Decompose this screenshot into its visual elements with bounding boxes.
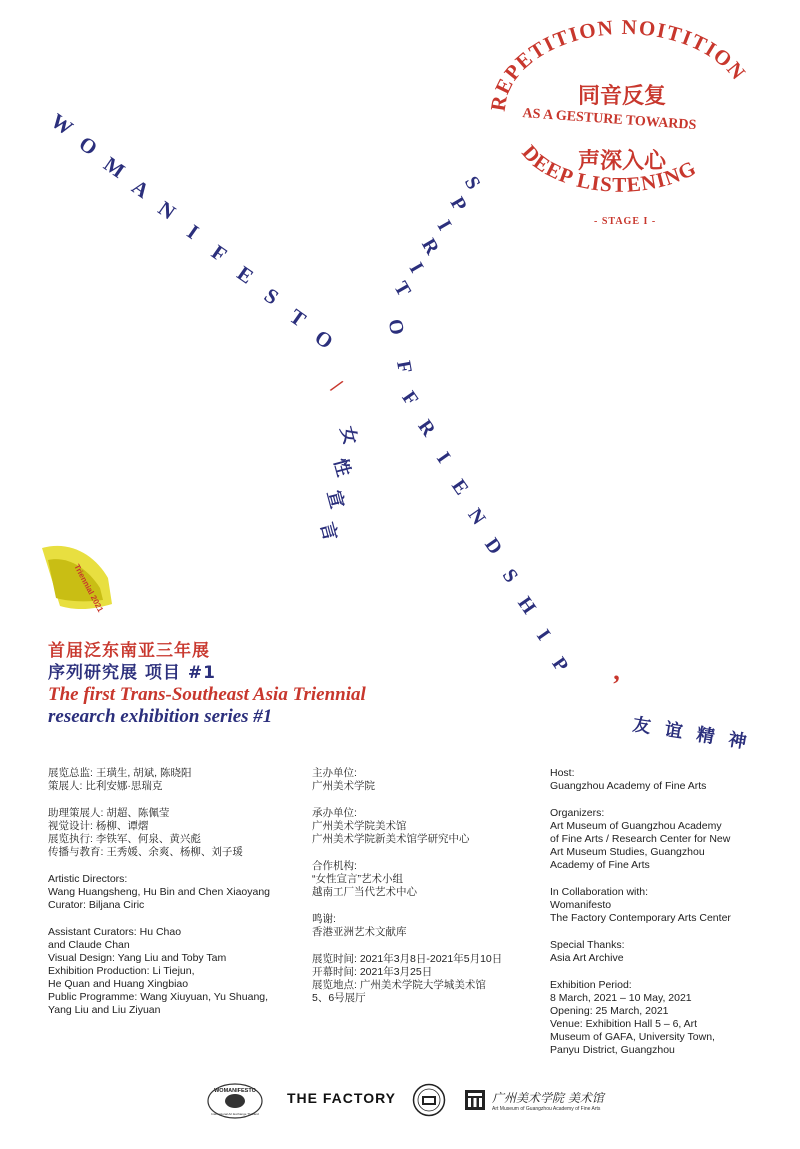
title-cn-line2: 序列研究展 项目 #1 [48, 663, 216, 683]
spirit-comma: ’ [612, 670, 621, 699]
spirit-of-friendship-text [384, 173, 573, 676]
womanifesto-cn-char: 言 [315, 520, 341, 543]
art-museum-icon [464, 1089, 486, 1111]
credits-middle-column [312, 767, 527, 1019]
womanifesto-letter: W [46, 108, 78, 141]
credits-period-en: Exhibition Period: 8 March, 2021 – 10 May, 2021 Opening: 25 March, 2021 Venue: Exhibition Hall 5 – 6, Art Museum of GAFA, University Town, Panyu District, Guangzhou [550, 979, 715, 1056]
credits-assistants-en: Assistant Curators: Hu Chao and Claude Chan Visual Design: Yang Liu and Toby Tam Exhibition Production: Li Tiejun, He Quan and Huang Xingbiao Public Programme: Wang Xiuyuan, Yu Shuang, Yang Liu and Liu Ziyuan [48, 926, 269, 1016]
credits-thanks-cn: 鸣谢: 香港亚洲艺术文献库 [312, 913, 407, 938]
triennial-badge-text: Triennial 2021 [72, 562, 106, 614]
credits-directors-en: Artistic Directors: Wang Huangsheng, Hu Bin and Chen Xiaoyang Curator: Biljana Ciric [48, 873, 271, 911]
spirit-cn-text: 友 谊 精 神 [631, 714, 752, 754]
spirit-letter: F [397, 387, 423, 410]
credits-thanks-en: Special Thanks: Asia Art Archive [550, 939, 625, 964]
womanifesto-letter: A [127, 174, 154, 203]
factory-logo: THE FACTORY [287, 1090, 397, 1106]
womanifesto-letter: O [310, 324, 338, 354]
spirit-letter: N [463, 504, 490, 530]
womanifesto-cn-char: 女 [335, 424, 361, 447]
credits-collaboration-en: In Collaboration with: Womanifesto The Factory Contemporary Arts Center [550, 886, 731, 924]
stamp-cn-top: 同音反复 [578, 84, 667, 109]
spirit-letter: S [459, 172, 485, 194]
credits-host-en: Host: Guangzhou Academy of Fine Arts [550, 767, 707, 792]
womanifesto-letter: T [285, 303, 311, 332]
womanifesto-logo [205, 1080, 265, 1122]
spirit-letter: F [392, 359, 416, 375]
gafa-seal-logo [412, 1083, 446, 1117]
womanifesto-letter: S [259, 283, 284, 310]
credits-directors-cn: 展览总监: 王璜生, 胡斌, 陈晓阳 策展人: 比利安娜·思瑞克 [48, 767, 192, 792]
stamp-stage: - STAGE I - [594, 216, 657, 227]
spirit-letter: I [432, 216, 456, 235]
spirit-letter: R [417, 234, 444, 259]
womanifesto-letter: F [207, 239, 232, 267]
credits-period-cn: 展览时间: 2021年3月8日-2021年5月10日 开幕时间: 2021年3月25日 展览地点: 广州美术学院大学城美术馆 5、6号展厅 [312, 953, 503, 1004]
spirit-letter: I [432, 448, 455, 468]
womanifesto-cn-char: 性 [329, 456, 355, 479]
womanifesto-letter: N [153, 196, 180, 225]
spirit-letter: D [480, 534, 507, 559]
credits-collaboration-cn: 合作机构: “女性宣言”艺术小组 越南工厂当代艺术中心 [312, 860, 417, 898]
stamp-arc-top: REPETITION NOITITION [485, 14, 752, 113]
spirit-letter: S [497, 565, 523, 587]
spirit-letter: E [447, 475, 473, 499]
credits-organizers-en: Organizers: Art Museum of Guangzhou Academy of Fine Arts / Research Center for New Art Museum Studies, Guangzhou Academy of Fine Arts [550, 807, 731, 871]
womanifesto-cn-text [316, 424, 362, 543]
spirit-letter: I [404, 258, 428, 277]
spirit-letter: R [413, 415, 440, 441]
womanifesto-logo-subtext: International Art Exchange Thailand [211, 1112, 259, 1116]
spirit-letter: H [513, 592, 541, 619]
womanifesto-letter: E [232, 260, 259, 289]
art-museum-logo [464, 1085, 604, 1115]
spirit-letter: P [547, 653, 573, 676]
womanifesto-letter: O [74, 131, 102, 161]
title-en-line1: The first Trans-Southeast Asia Triennial [48, 684, 366, 705]
credits-left-column [48, 767, 298, 1031]
title-cn-line1: 首届泛东南亚三年展 [48, 641, 210, 661]
spirit-letter: I [532, 625, 555, 645]
womanifesto-slash: / [327, 373, 347, 398]
triennial-badge [42, 546, 112, 614]
womanifesto-diagonal-text [47, 108, 338, 353]
spirit-letter: O [383, 317, 409, 337]
stamp-bottom: DEEP LISTENING [517, 140, 701, 197]
stamp-middle: AS A GESTURE TOWARDS [521, 106, 697, 134]
womanifesto-letter: I [182, 219, 204, 244]
spirit-letter: P [445, 193, 471, 215]
spirit-letter: T [389, 277, 416, 301]
credits-organizers-cn: 承办单位: 广州美术学院美术馆 广州美术学院新美术馆学研究中心 [312, 807, 470, 845]
stamp-cn-bottom: 声深入心 [578, 149, 667, 174]
art-museum-en: Art Museum of Guangzhou Academy of Fine Arts [492, 1105, 601, 1112]
title-en-line2: research exhibition series #1 [48, 706, 273, 727]
repetition-stamp [486, 15, 752, 227]
credits-assistants-cn: 助理策展人: 胡超、陈佩莹 视觉设计: 杨柳、谭熠 展览执行: 李铁军、何泉、黄兴彪 传播与教育: 王秀媛、余爽、杨柳、刘子瑗 [48, 807, 243, 858]
credits-right-column [550, 767, 765, 1071]
art-museum-cn: 广州美术学院 美术馆 [492, 1090, 604, 1105]
womanifesto-cn-char: 宣 [322, 488, 348, 511]
credits-host-cn: 主办单位: 广州美术学院 [312, 767, 375, 792]
womanifesto-letter: M [99, 151, 130, 183]
womanifesto-logo-text: WOMANIFESTO [214, 1088, 256, 1094]
